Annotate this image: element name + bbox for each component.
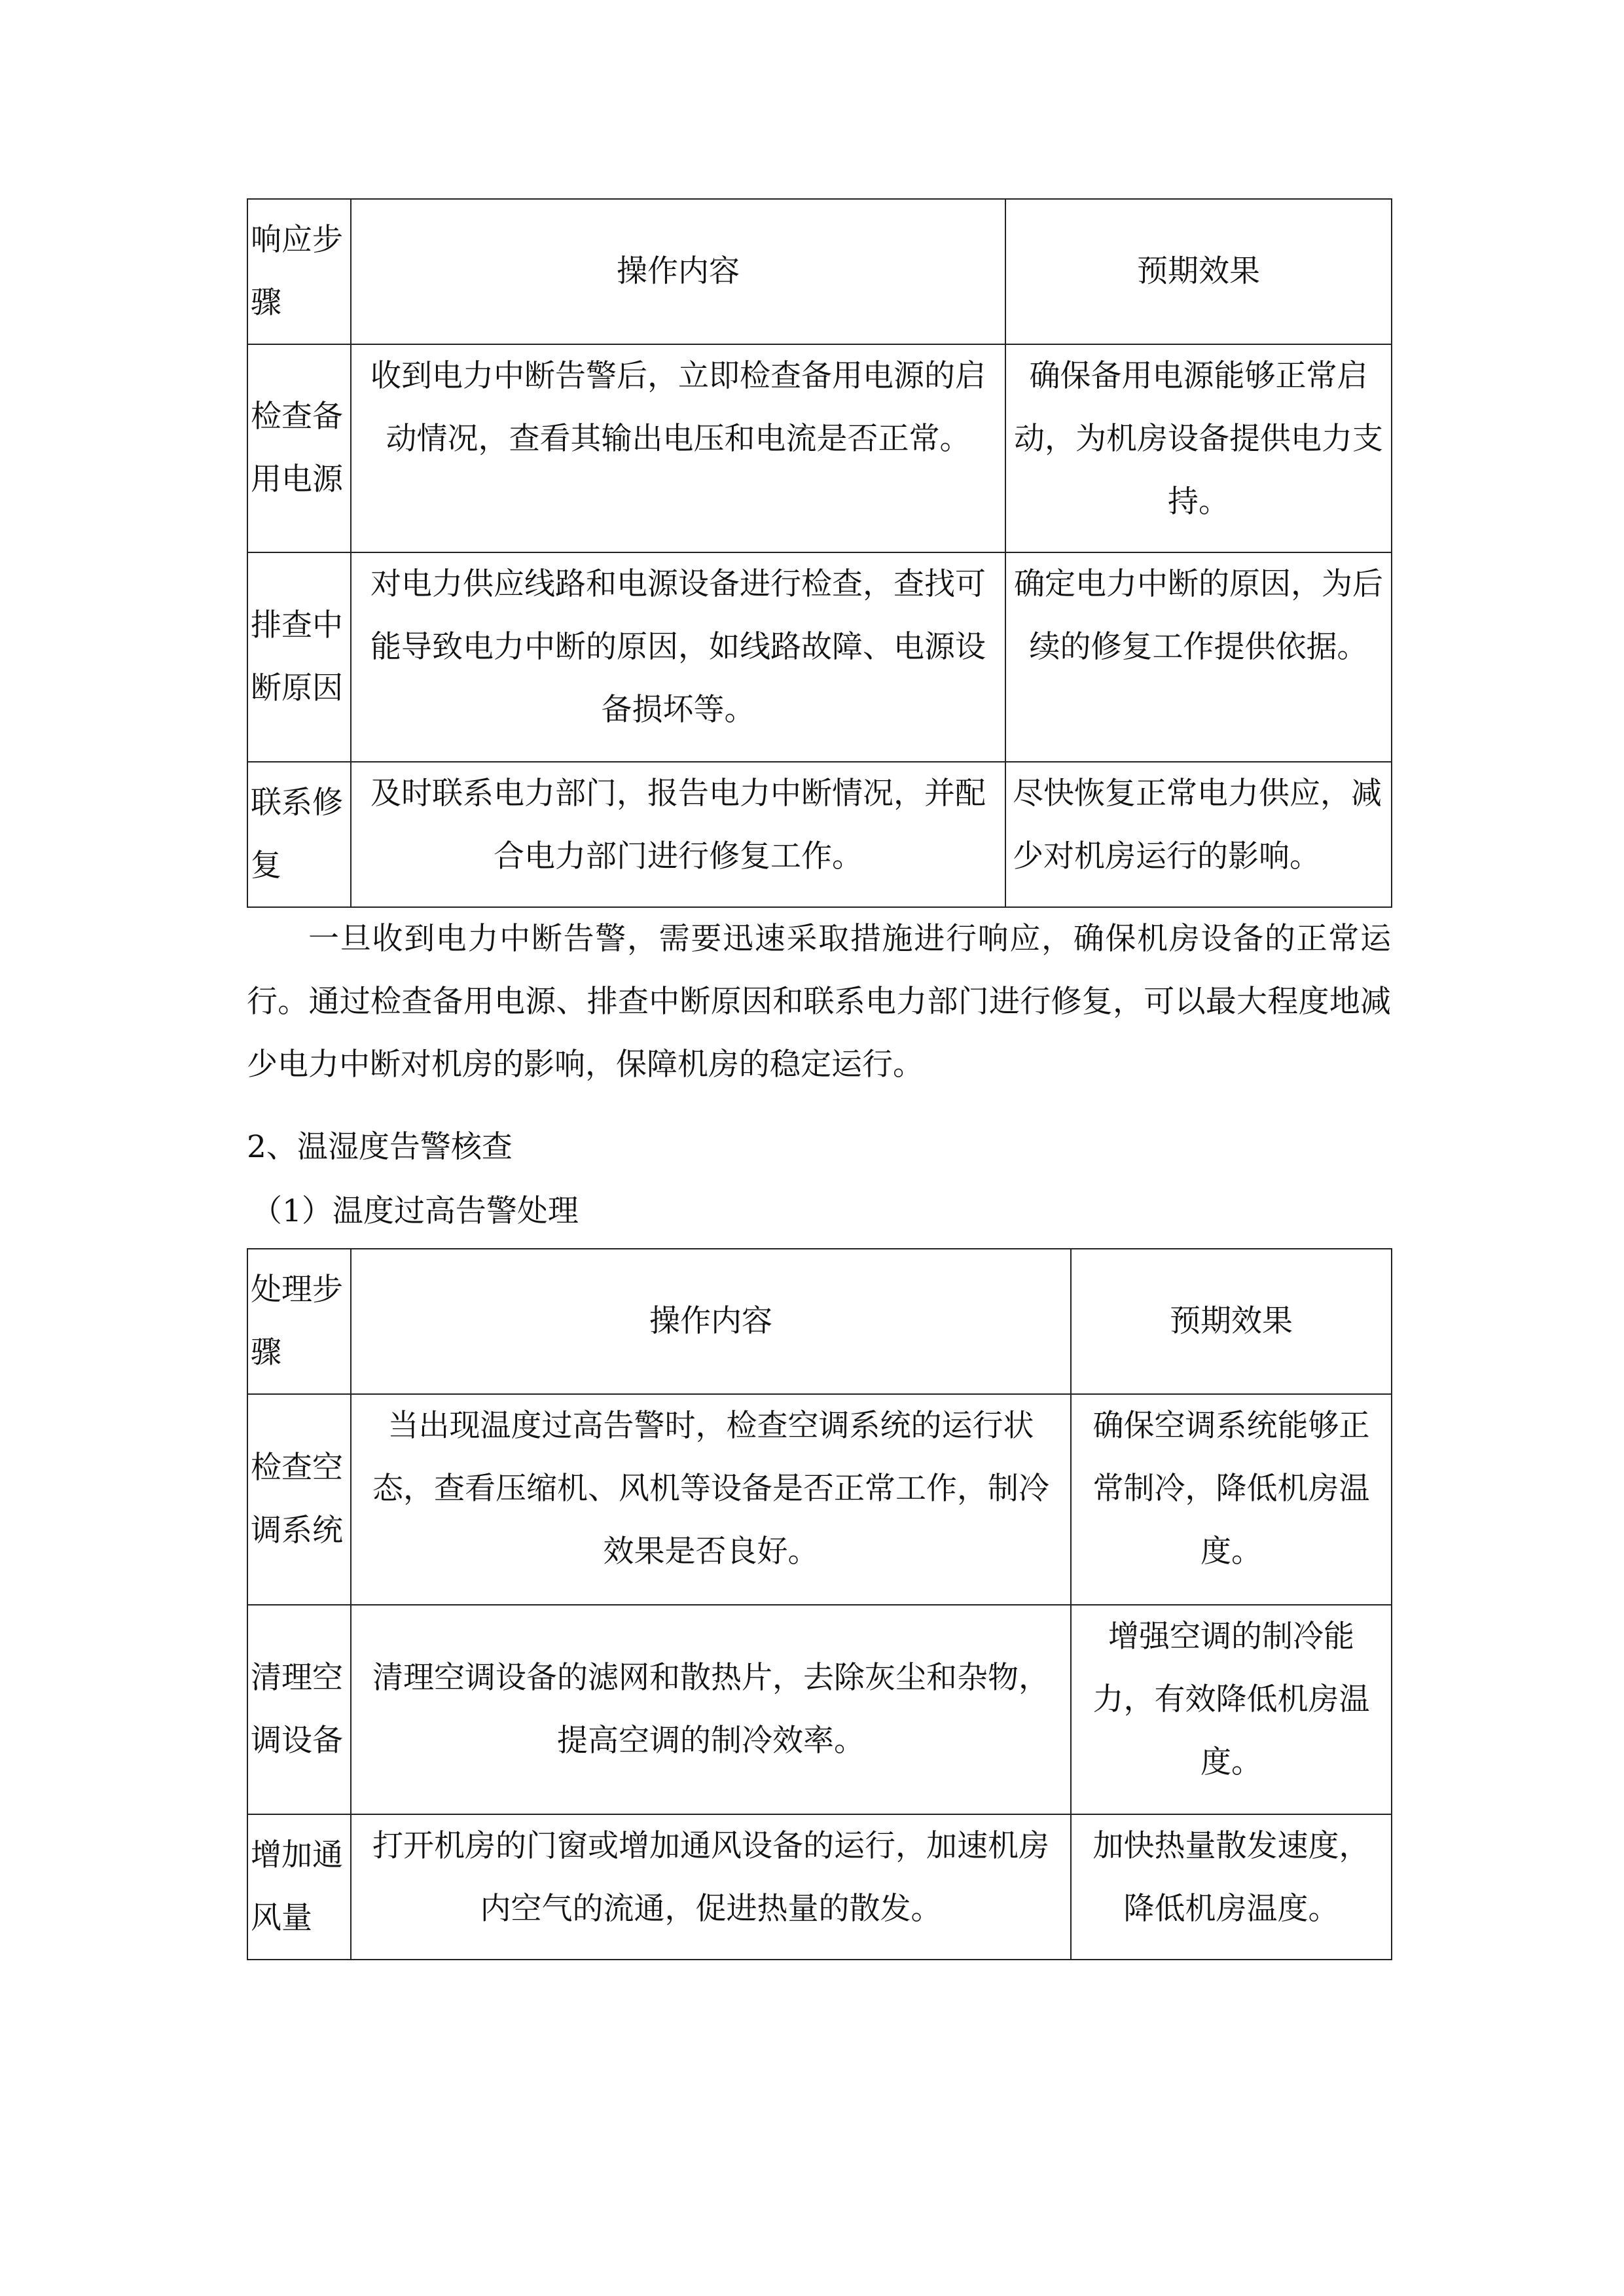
header-step: 处理步骤	[247, 1249, 351, 1394]
operation-cell: 收到电力中断告警后，立即检查备用电源的启动情况，查看其输出电压和电流是否正常。	[351, 344, 1005, 552]
table-header-row	[247, 199, 1392, 344]
step-cell: 检查备用电源	[247, 344, 351, 552]
summary-paragraph: 一旦收到电力中断告警，需要迅速采取措施进行响应，确保机房设备的正常运行。通过检查备用电源、排查中断原因和联系电力部门进行修复，可以最大程度地减少电力中断对机房的影响，保障机房的稳定运行。	[247, 921, 1391, 1083]
section-heading: 2、温湿度告警核查	[247, 1129, 513, 1165]
operation-cell: 对电力供应线路和电源设备进行检查，查找可能导致电力中断的原因，如线路故障、电源设备损坏等。	[351, 552, 1005, 762]
table-row	[247, 552, 1392, 762]
table-row	[247, 1605, 1392, 1814]
subsection-heading: （1）温度过高告警处理	[251, 1193, 579, 1229]
operation-cell: 及时联系电力部门，报告电力中断情况，并配合电力部门进行修复工作。	[351, 762, 1005, 907]
step-cell: 清理空调设备	[247, 1605, 351, 1814]
step-cell: 排查中断原因	[247, 552, 351, 762]
header-effect: 预期效果	[1071, 1249, 1392, 1394]
operation-cell: 当出现温度过高告警时，检查空调系统的运行状态，查看压缩机、风机等设备是否正常工作，制冷效果是否良好。	[351, 1394, 1071, 1605]
effect-cell: 确定电力中断的原因，为后续的修复工作提供依据。	[1005, 552, 1392, 762]
table-row	[247, 762, 1392, 907]
operation-cell: 打开机房的门窗或增加通风设备的运行，加速机房内空气的流通，促进热量的散发。	[351, 1814, 1071, 1960]
power-outage-response-table	[247, 198, 1392, 908]
effect-cell: 加快热量散发速度，降低机房温度。	[1071, 1814, 1392, 1960]
step-cell: 增加通风量	[247, 1814, 351, 1960]
step-cell: 联系修复	[247, 762, 351, 907]
table-row	[247, 1814, 1392, 1960]
step-cell: 检查空调系统	[247, 1394, 351, 1605]
header-effect: 预期效果	[1005, 199, 1392, 344]
effect-cell: 确保空调系统能够正常制冷，降低机房温度。	[1071, 1394, 1392, 1605]
effect-cell: 尽快恢复正常电力供应，减少对机房运行的影响。	[1005, 762, 1392, 907]
high-temperature-handling-table	[247, 1248, 1392, 1960]
effect-cell: 增强空调的制冷能力，有效降低机房温度。	[1071, 1605, 1392, 1814]
header-operation: 操作内容	[351, 1249, 1071, 1394]
header-step: 响应步骤	[247, 199, 351, 344]
table-row	[247, 1394, 1392, 1605]
table-row	[247, 344, 1392, 552]
header-operation: 操作内容	[351, 199, 1005, 344]
operation-cell: 清理空调设备的滤网和散热片，去除灰尘和杂物，提高空调的制冷效率。	[351, 1605, 1071, 1814]
effect-cell: 确保备用电源能够正常启动，为机房设备提供电力支持。	[1005, 344, 1392, 552]
table-header-row	[247, 1249, 1392, 1394]
